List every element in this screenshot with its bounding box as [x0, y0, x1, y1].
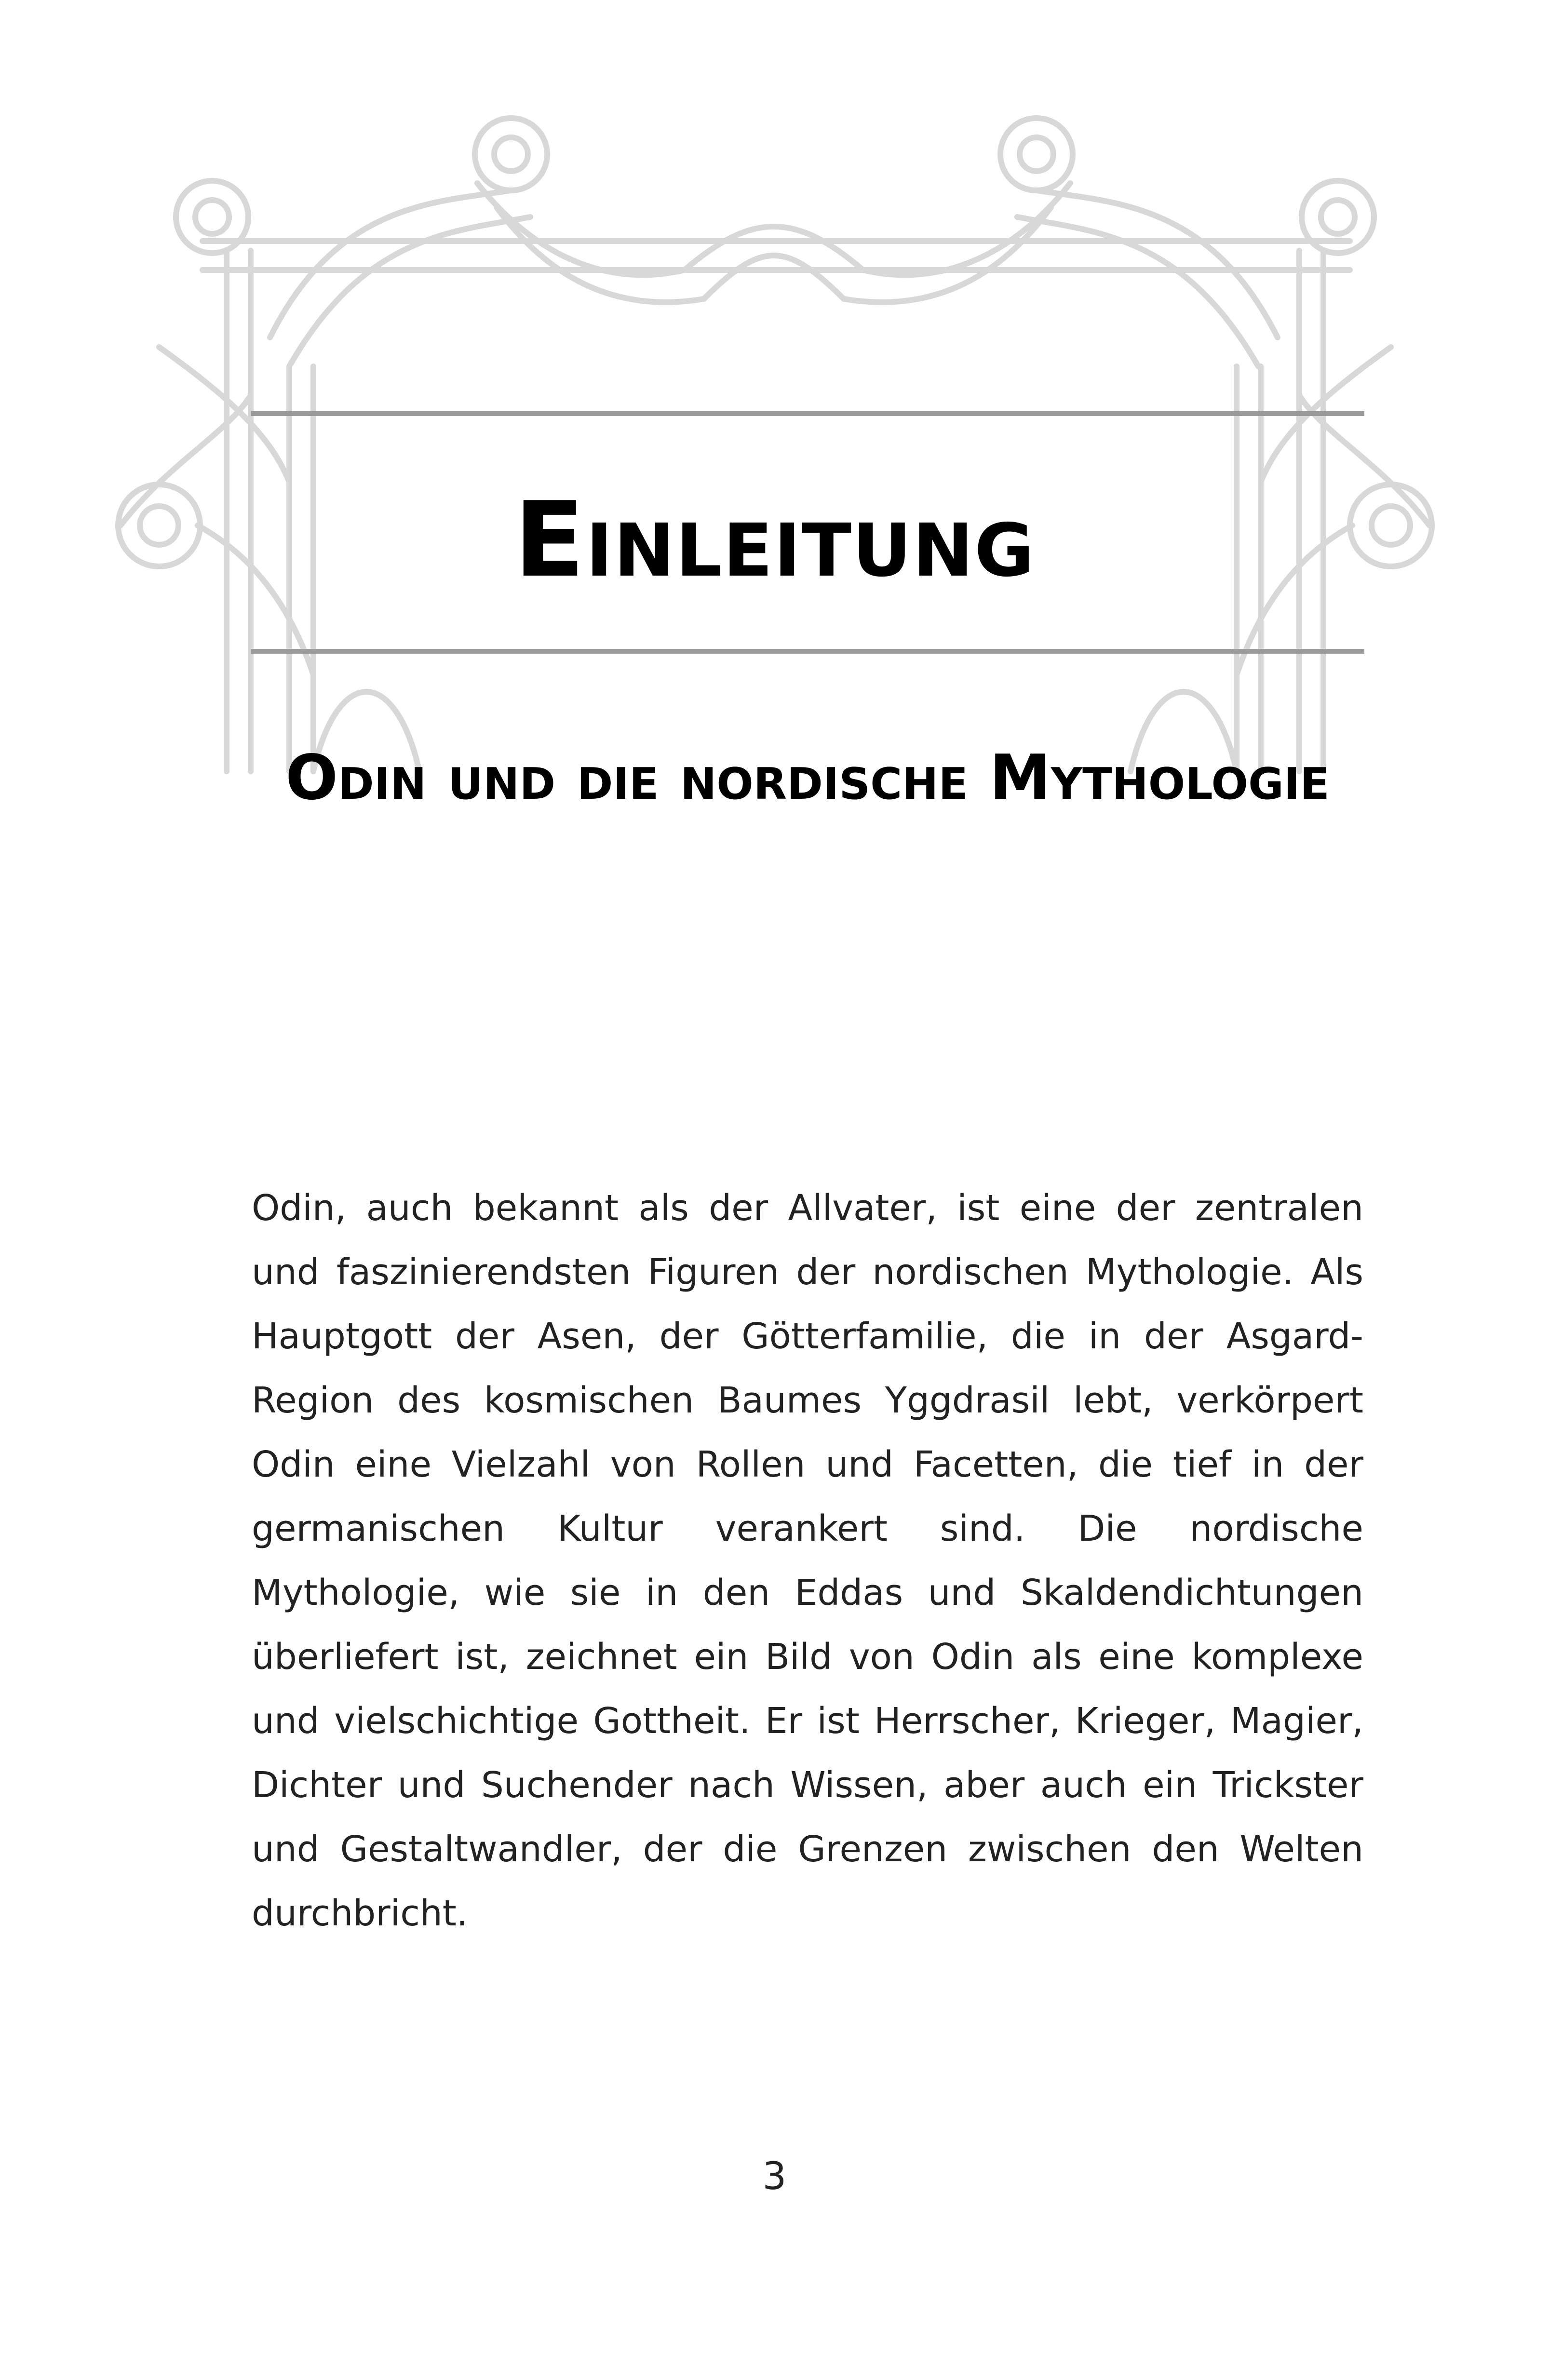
body-paragraph: Odin, auch bekannt als der Allvater, ist eine der zentralen und faszinierendsten Figuren der nordischen Mythologie. Als Hauptgott der Asen, der Götterfamilie, die in der Asgard-Region des kosmischen Baumes Yggdrasil lebt, verkörpert Odin eine Vielzahl von Rollen und Facetten, die tief in der germanischen Kultur verankert sind. Die nordische Mythologie, wie sie in den Eddas und Skaldendichtungen überliefert ist, zeichnet ein Bild von Odin als eine komplexe und vielschichtige Gottheit. Er ist Herrscher, Krieger, Magier, Dichter und Suchender nach Wissen, aber auch ein Trickster und Gestaltwandler, der die Grenzen zwischen den Welten durchbricht. [252, 1187, 1363, 1934]
page-number: 3 [762, 2155, 787, 2198]
section-subtitle: Odin und die nordische Mythologie [285, 742, 1330, 814]
top-divider [251, 411, 1364, 416]
bottom-divider [251, 649, 1364, 654]
chapter-title: Einleitung [514, 479, 1035, 600]
celtic-knot-ornament-icon [0, 0, 1549, 795]
